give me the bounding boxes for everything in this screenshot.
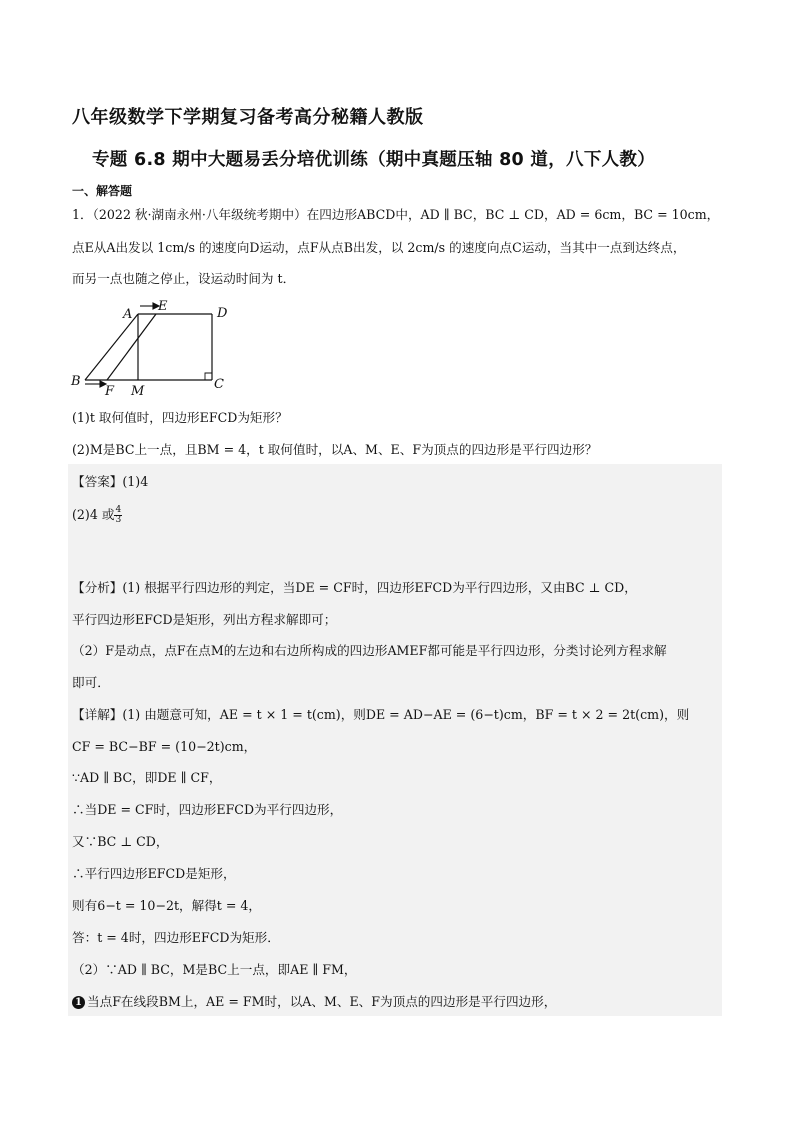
detail-line-8: 答：t = 4时，四边形EFCD为矩形． — [72, 930, 280, 945]
problem-line-2: 点E从A出发以 1cm/s 的速度向D运动，点F从点B出发，以 2cm/s 的速度向点C运动，当其中一点到达终点， — [72, 240, 686, 255]
segment-AB — [85, 314, 138, 380]
question-1: (1)t 取何值时，四边形EFCD为矩形？ — [72, 410, 288, 425]
document-header: 八年级数学下学期复习备考高分秘籍人教版 — [72, 107, 424, 128]
analysis-line-2: 平行四边形EFCD是矩形，列出方程求解即可； — [72, 612, 337, 627]
label-F: F — [105, 384, 115, 398]
question-2: (2)M是BC上一点，且BM = 4，t 取何值时，以A、M、E、F为顶点的四边形是平行四边形？ — [72, 442, 598, 457]
document-title: 专题 6.8 期中大题易丢分培优训练（期中真题压轴 80 道，八下人教） — [92, 150, 656, 170]
segment-EF — [107, 314, 156, 380]
detail-line-6: ∴平行四边形EFCD是矩形， — [72, 866, 236, 881]
case-number-badge: 1 — [72, 996, 85, 1009]
fraction-numerator: 4 — [115, 505, 122, 515]
label-C: C — [214, 377, 224, 392]
right-angle-mark — [205, 373, 212, 380]
label-D: D — [217, 306, 228, 321]
detail-line-5: 又∵BC ⊥ CD， — [72, 834, 169, 849]
quadrilateral-figure — [68, 298, 238, 398]
analysis-line-1: 【分析】(1) 根据平行四边形的判定，当DE = CF时，四边形EFCD为平行四边形，又由BC ⊥ CD， — [72, 580, 637, 595]
detail-line-7: 则有6−t = 10−2t，解得t = 4， — [72, 898, 262, 913]
detail-line-9: （2）∵AD ∥ BC，M是BC上一点，即AE ∥ FM， — [72, 962, 357, 977]
label-M: M — [131, 384, 145, 398]
label-E: E — [158, 299, 168, 314]
analysis-line-4: 即可． — [72, 675, 110, 690]
detail-line-10 — [72, 994, 556, 1010]
section-heading: 一、解答题 — [72, 184, 133, 198]
label-A: A — [123, 307, 133, 322]
detail-line-10-text: 当点F在线段BM上，AE = FM时，以A、M、E、F为顶点的四边形是平行四边形， — [87, 994, 557, 1009]
fraction-denominator: 3 — [115, 515, 122, 525]
problem-line-1: 1．（2022 秋·湖南永州·八年级统考期中）在四边形ABCD中，AD ∥ BC，BC ⊥ CD，AD = 6cm，BC = 10cm， — [72, 207, 720, 222]
analysis-line-3: （2）F是动点，点F在点M的左边和右边所构成的四边形AMEF都可能是平行四边形，分类讨论列方程求解 — [72, 643, 667, 658]
detail-line-2: CF = BC−BF = (10−2t)cm， — [72, 739, 257, 754]
answer-2-prefix: (2)4 或 — [72, 507, 115, 522]
label-B: B — [71, 374, 81, 389]
detail-line-4: ∴当DE = CF时，四边形EFCD为平行四边形， — [72, 802, 343, 817]
problem-line-3: 而另一点也随之停止，设运动时间为 t． — [72, 271, 296, 286]
detail-line-3: ∵AD ∥ BC，即DE ∥ CF， — [72, 770, 222, 785]
detail-line-1: 【详解】(1) 由题意可知，AE = t × 1 = t(cm)，则DE = AD−AE = (6−t)cm，BF = t × 2 = 2t(cm)，则 — [72, 707, 690, 722]
fraction-four-thirds — [114, 506, 122, 525]
answer-line-2 — [72, 506, 122, 525]
answer-line-1: 【答案】(1)4 — [72, 474, 149, 489]
